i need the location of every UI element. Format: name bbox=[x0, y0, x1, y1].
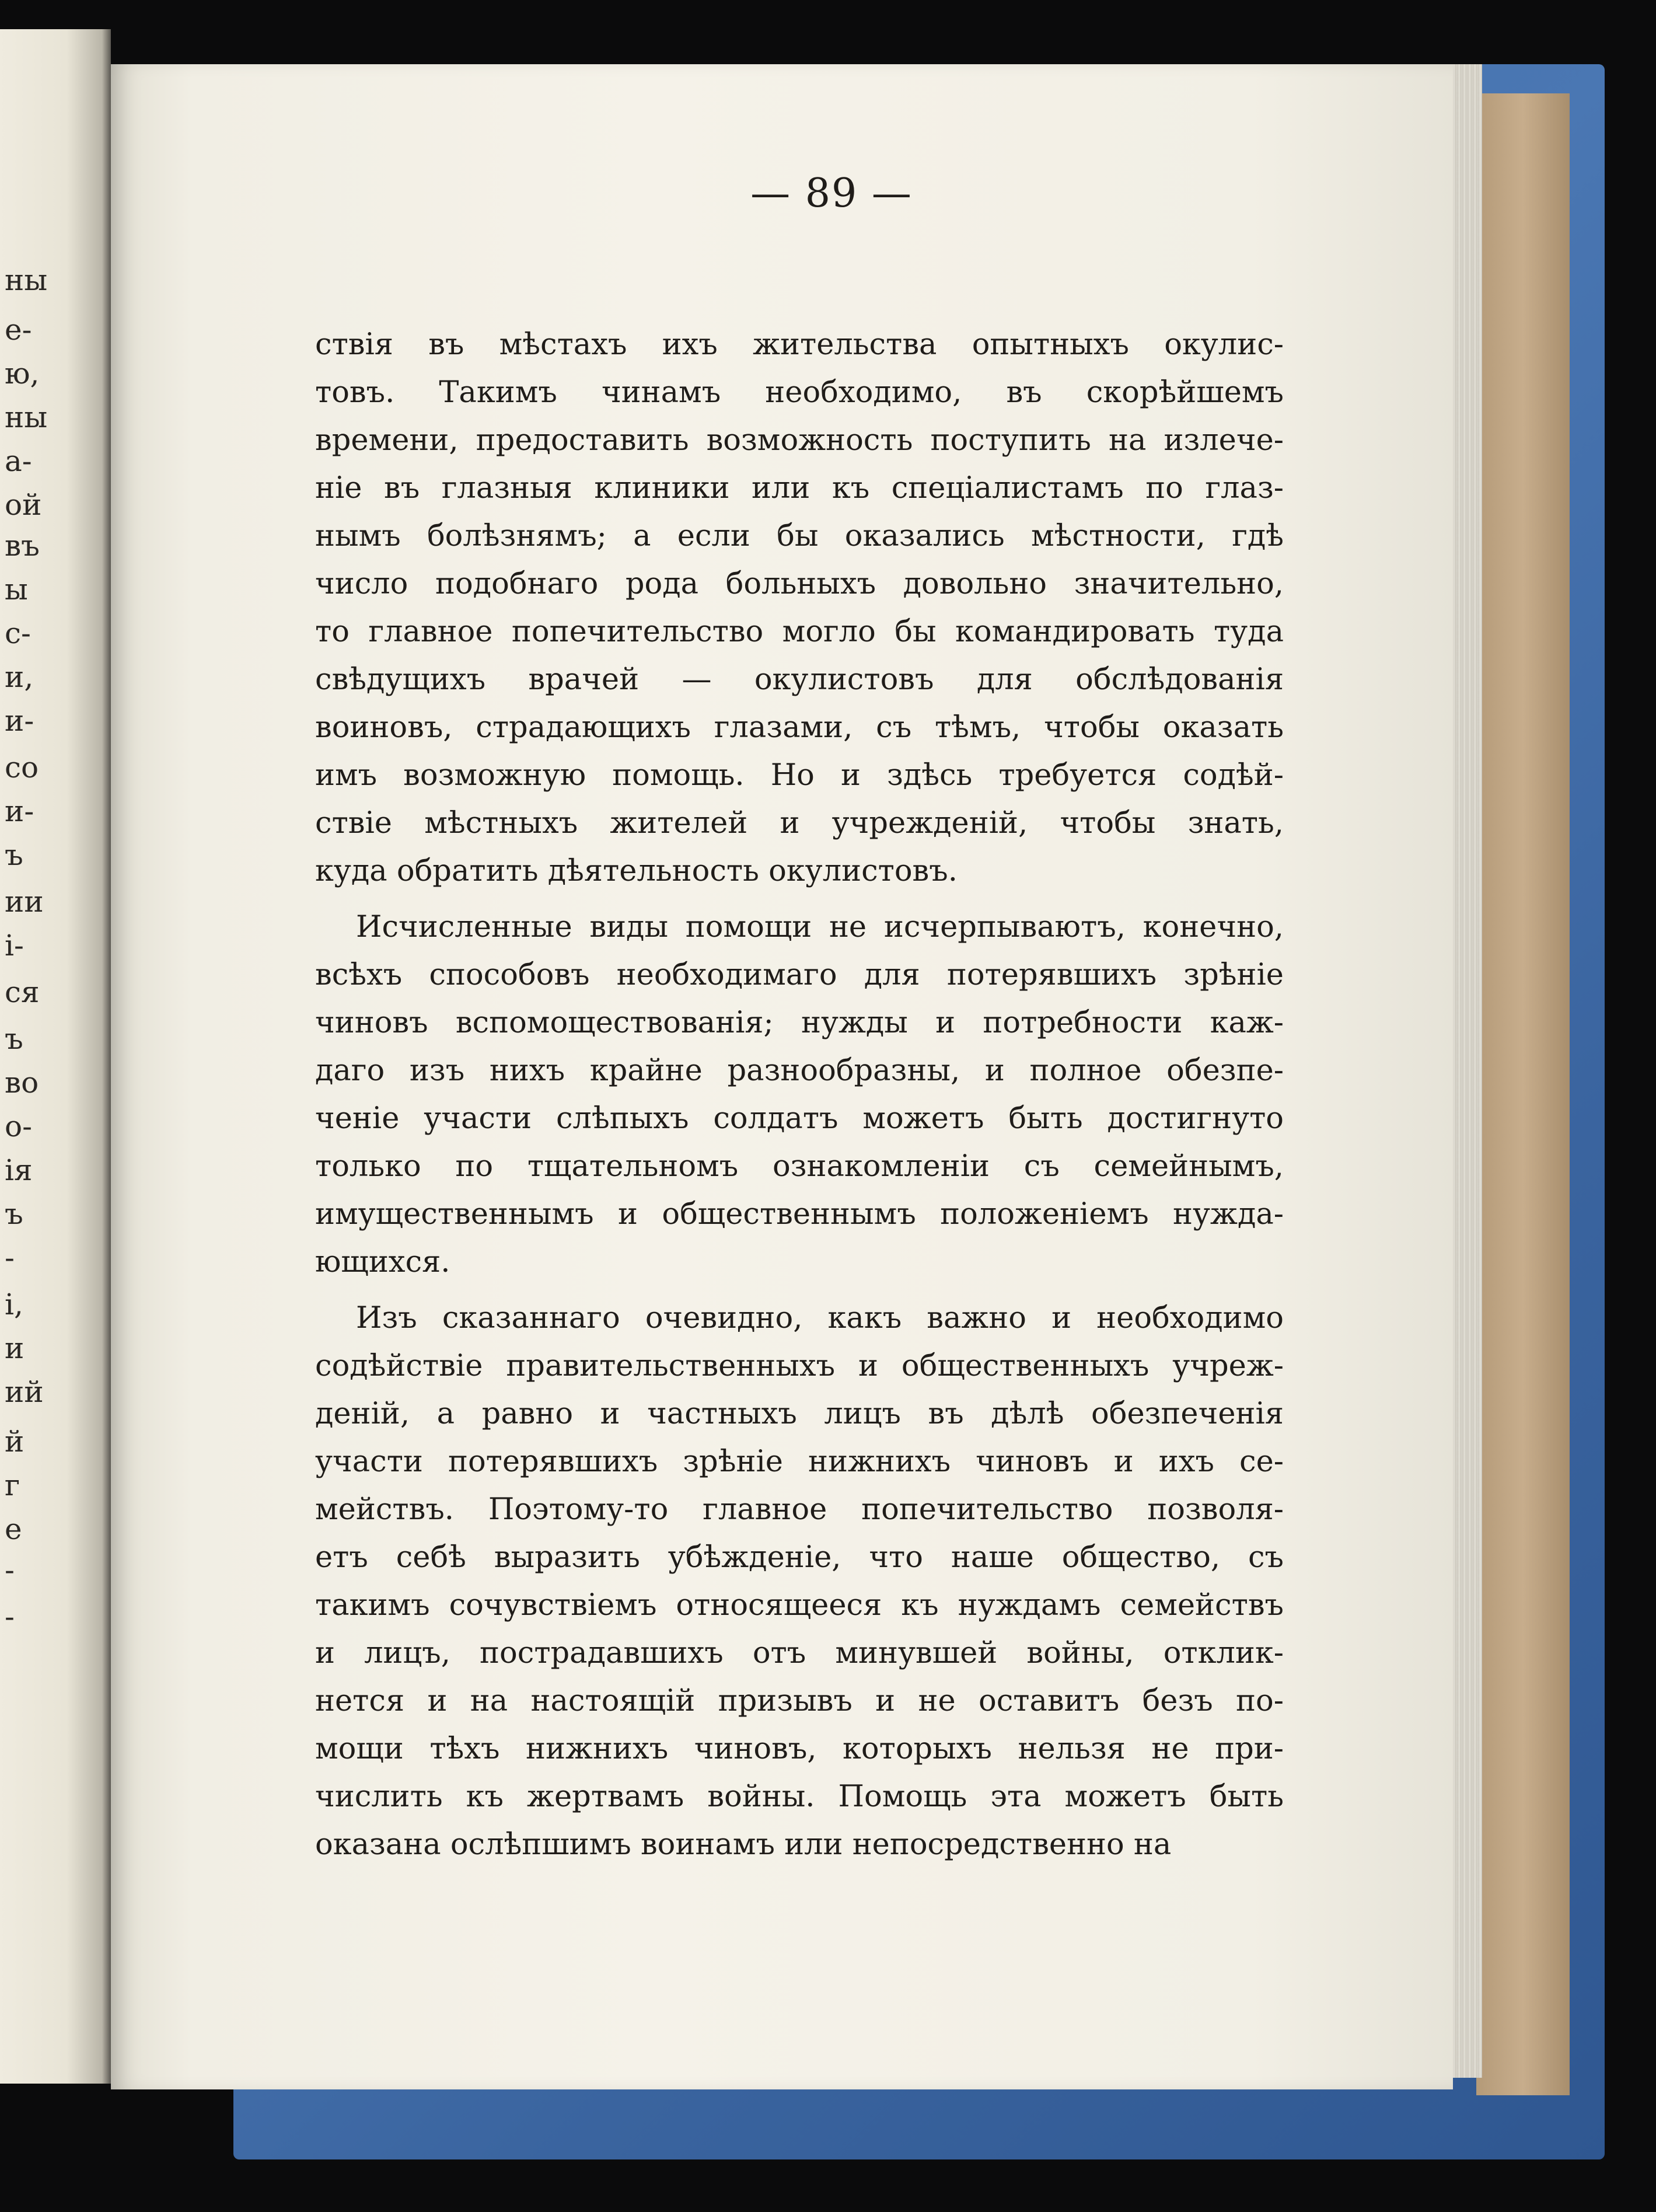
left-page-fragment: с- bbox=[5, 619, 31, 648]
text-line: то главное попечительство могло бы командировать туда bbox=[315, 615, 1284, 649]
text-line: ченіе участи слѣпыхъ солдатъ можетъ быть достигнуто bbox=[315, 1101, 1284, 1136]
left-page-fragment: ся bbox=[5, 978, 40, 1007]
text-line: чиновъ вспомоществованія; нужды и потребности каж- bbox=[315, 1006, 1284, 1040]
text-line: товъ. Такимъ чинамъ необходимо, въ скорѣйшемъ bbox=[315, 375, 1284, 410]
left-page-fragment: і, bbox=[5, 1290, 23, 1319]
text-line: число подобнаго рода больныхъ довольно значительно, bbox=[315, 567, 1284, 601]
text-line: ствіе мѣстныхъ жителей и учрежденій, чтобы знать, bbox=[315, 806, 1284, 840]
text-line: воиновъ, страдающихъ глазами, съ тѣмъ, чтобы оказать bbox=[315, 710, 1284, 745]
text-line: участи потерявшихъ зрѣніе нижнихъ чиновъ и ихъ се- bbox=[315, 1445, 1284, 1479]
left-page-fragment: й bbox=[5, 1427, 25, 1456]
paragraph bbox=[315, 903, 1284, 1286]
left-page-fragment: со bbox=[5, 753, 39, 782]
left-page-fragment: ны bbox=[5, 266, 48, 295]
text-line: мействъ. Поэтому-то главное попечительство позволя- bbox=[315, 1492, 1284, 1527]
left-page-fragment: и bbox=[5, 1334, 25, 1363]
text-line: свѣдущихъ врачей — окулистовъ для обслѣдованія bbox=[315, 662, 1284, 697]
text-line: мощи тѣхъ нижнихъ чиновъ, которыхъ нельзя не при- bbox=[315, 1732, 1284, 1766]
left-page-fragment: г bbox=[5, 1471, 20, 1500]
left-page-fragment: ія bbox=[5, 1156, 33, 1185]
left-page-fragment: и- bbox=[5, 706, 34, 735]
text-line: нется и на настоящій призывъ и не оставитъ безъ по- bbox=[315, 1684, 1284, 1718]
text-line: числить къ жертвамъ войны. Помощь эта можетъ быть bbox=[315, 1780, 1284, 1814]
left-page-fragment: и- bbox=[5, 797, 34, 826]
paragraph bbox=[315, 1295, 1284, 1869]
text-line: имъ возможную помощь. Но и здѣсь требуется содѣй- bbox=[315, 758, 1284, 793]
left-page-fragment: ы bbox=[5, 575, 28, 604]
previous-page bbox=[0, 29, 111, 2084]
left-page-fragment: - bbox=[5, 1555, 15, 1585]
text-line: времени, предоставить возможность поступить на излече- bbox=[315, 423, 1284, 458]
paragraph bbox=[315, 321, 1284, 895]
text-line: содѣйствіе правительственныхъ и общественныхъ учреж- bbox=[315, 1349, 1284, 1383]
text-line: етъ себѣ выразить убѣжденіе, что наше общество, съ bbox=[315, 1540, 1284, 1575]
left-page-fragment: во bbox=[5, 1068, 39, 1097]
left-page-fragment: а- bbox=[5, 446, 32, 476]
text-line: ствія въ мѣстахъ ихъ жительства опытныхъ окулис- bbox=[315, 327, 1284, 362]
text-line: такимъ сочувствіемъ относящееся къ нуждамъ семействъ bbox=[315, 1588, 1284, 1623]
left-page-fragment: о- bbox=[5, 1112, 32, 1141]
book-page bbox=[111, 64, 1453, 2089]
text-line: оказана ослѣпшимъ воинамъ или непосредственно на bbox=[315, 1827, 1172, 1862]
left-page-fragment: ой bbox=[5, 490, 42, 519]
left-page-fragment: е- bbox=[5, 315, 32, 344]
left-page-fragment: ны bbox=[5, 403, 48, 432]
text-line: ніе въ глазныя клиники или къ спеціалистамъ по глаз- bbox=[315, 471, 1284, 505]
left-page-fragment: ъ bbox=[5, 1199, 23, 1229]
left-page-fragment: ий bbox=[5, 1377, 44, 1407]
text-line: имущественнымъ и общественнымъ положеніемъ нужда- bbox=[315, 1197, 1284, 1231]
left-page-fragment: - bbox=[5, 1243, 15, 1272]
left-page-fragment: и, bbox=[5, 662, 34, 692]
page-text bbox=[315, 321, 1284, 1869]
text-line: деній, а равно и частныхъ лицъ въ дѣлѣ обезпеченія bbox=[315, 1397, 1284, 1431]
text-line: только по тщательномъ ознакомленіи съ семейнымъ, bbox=[315, 1149, 1284, 1184]
text-line: даго изъ нихъ крайне разнообразны, и полное обезпе- bbox=[315, 1053, 1284, 1088]
text-line: куда обратить дѣятельность окулистовъ. bbox=[315, 854, 958, 888]
back-board bbox=[1476, 93, 1570, 2095]
left-page-fragment: е bbox=[5, 1515, 22, 1544]
page-number: — 89 — bbox=[750, 170, 913, 217]
left-page-fragment: і- bbox=[5, 931, 24, 960]
left-page-fragment: въ bbox=[5, 531, 40, 560]
left-page-fragment: - bbox=[5, 1602, 15, 1631]
left-page-fragment: ъ bbox=[5, 1024, 23, 1053]
text-line: всѣхъ способовъ необходимаго для потерявшихъ зрѣніе bbox=[315, 958, 1284, 992]
left-page-fragment: ии bbox=[5, 887, 44, 916]
text-line: и лицъ, пострадавшихъ отъ минувшей войны, отклик- bbox=[315, 1636, 1284, 1670]
text-line: Исчисленные виды помощи не исчерпываютъ, конечно, bbox=[356, 910, 1284, 944]
left-page-fragment: ъ bbox=[5, 840, 23, 870]
left-page-fragment: ю, bbox=[5, 359, 40, 388]
text-line: Изъ сказаннаго очевидно, какъ важно и необходимо bbox=[356, 1301, 1284, 1335]
text-line: ющихся. bbox=[315, 1245, 450, 1279]
text-line: нымъ болѣзнямъ; а если бы оказались мѣстности, гдѣ bbox=[315, 519, 1284, 553]
